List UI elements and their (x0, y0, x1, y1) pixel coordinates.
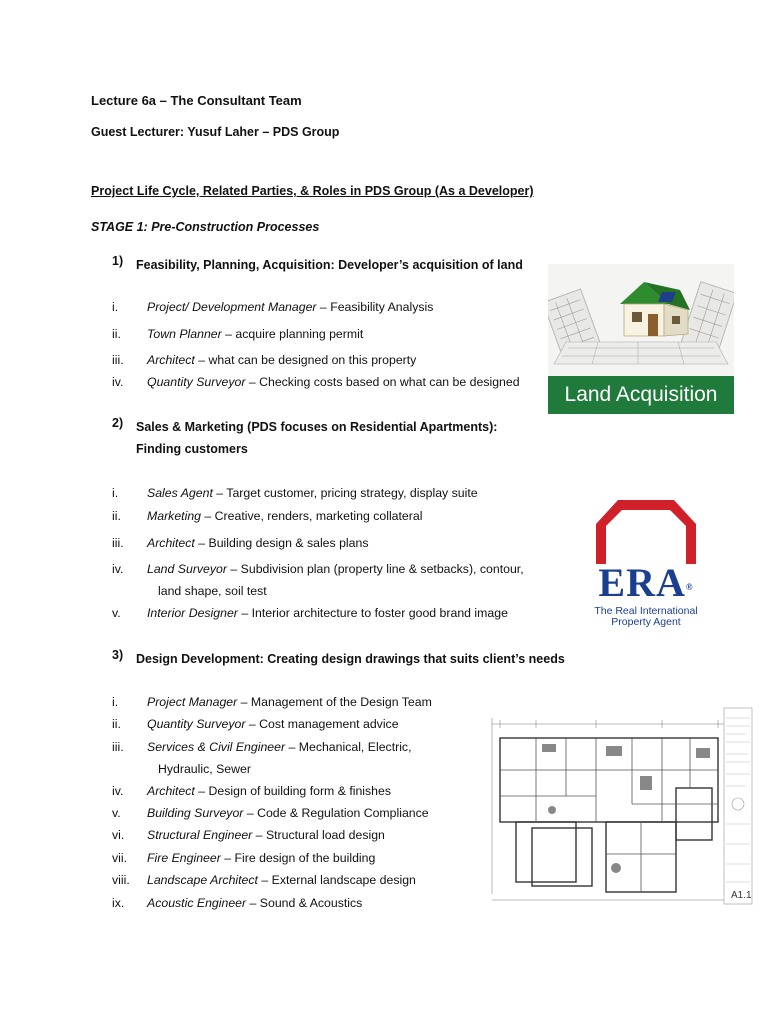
guest-lecturer: Guest Lecturer: Yusuf Laher – PDS Group (91, 125, 340, 139)
role-description: – Management of the Design Team (237, 695, 432, 709)
item-number: viii. (112, 873, 130, 887)
role-name: Building Surveyor (147, 806, 244, 820)
role-name: Project/ Development Manager (147, 300, 317, 314)
list-item (112, 350, 542, 370)
role-name: Town Planner (147, 327, 222, 341)
list-item (112, 483, 542, 503)
item-number: ii. (112, 327, 121, 341)
list-item (112, 692, 452, 712)
role-name: Architect (147, 353, 195, 367)
era-tagline-2: Property Agent (611, 616, 681, 628)
item-text (147, 324, 363, 344)
list-item (112, 870, 452, 890)
item-number: ii. (112, 717, 121, 731)
role-name: Architect (147, 536, 195, 550)
item-number: ii. (112, 509, 121, 523)
item-text (147, 893, 362, 913)
item-number: i. (112, 486, 119, 500)
role-description: – Interior architecture to foster good brand image (237, 606, 508, 620)
section-3-heading (112, 648, 572, 672)
list-item (112, 559, 542, 579)
item-text (147, 350, 416, 370)
list-item (112, 893, 452, 913)
item-number: iv. (112, 562, 124, 576)
role-name: Landscape Architect (147, 873, 258, 887)
item-text (147, 692, 432, 712)
era-letters (594, 562, 698, 604)
section-title: Design Development: Creating design drawings that suits client’s needs (136, 652, 565, 666)
role-name: Sales Agent (147, 486, 213, 500)
role-description: – External landscape design (257, 873, 416, 887)
role-description: – Structural load design (252, 828, 385, 842)
list-item (112, 372, 542, 392)
section-number: 2) (112, 416, 124, 430)
item-text (147, 848, 375, 868)
role-description: – Fire design of the building (220, 851, 376, 865)
item-number: iv. (112, 375, 124, 389)
section-number: 3) (112, 648, 124, 662)
role-name: Structural Engineer (147, 828, 253, 842)
role-name: Land Surveyor (147, 562, 227, 576)
era-tagline-1: The Real International (594, 605, 698, 617)
list-item (112, 297, 542, 317)
item-text (147, 533, 368, 553)
sheet-number: A1.1 (731, 890, 752, 901)
list-item (112, 714, 452, 734)
role-name: Acoustic Engineer (147, 896, 247, 910)
land-acquisition-image (548, 264, 734, 414)
floor-plan-drawing (456, 704, 756, 908)
role-description: – Sound & Acoustics (246, 896, 363, 910)
item-number: i. (112, 695, 119, 709)
item-text (147, 825, 385, 845)
item-number: i. (112, 300, 119, 314)
item-text (147, 559, 524, 579)
item-text (147, 737, 412, 757)
item-text (147, 297, 433, 317)
section-2-heading (112, 416, 552, 462)
list-item (112, 324, 542, 344)
item-number: iv. (112, 784, 124, 798)
item-text (147, 870, 416, 890)
list-item (112, 737, 452, 757)
item-continuation: Hydraulic, Sewer (158, 762, 251, 776)
item-text (147, 781, 391, 801)
role-name: Fire Engineer (147, 851, 221, 865)
role-name: Interior Designer (147, 606, 238, 620)
list-item (112, 781, 452, 801)
role-name: Quantity Surveyor (147, 717, 246, 731)
list-item (112, 825, 452, 845)
role-description: – Mechanical, Electric, (285, 740, 412, 754)
role-description: – acquire planning permit (221, 327, 364, 341)
section-number: 1) (112, 254, 124, 268)
role-name: Project Manager (147, 695, 238, 709)
role-description: – Building design & sales plans (194, 536, 369, 550)
item-text (147, 483, 478, 503)
registered-mark: ® (685, 582, 694, 592)
item-number: ix. (112, 896, 125, 910)
item-number: iii. (112, 740, 124, 754)
role-description: – Feasibility Analysis (316, 300, 434, 314)
role-description: – Checking costs based on what can be designed (245, 375, 520, 389)
section-heading: Project Life Cycle, Related Parties, & Roles in PDS Group (As a Developer) (91, 184, 534, 198)
item-text (147, 603, 508, 623)
list-item (112, 603, 542, 623)
role-description: – Code & Regulation Compliance (243, 806, 429, 820)
item-number: v. (112, 606, 121, 620)
item-number: vii. (112, 851, 128, 865)
item-text (147, 803, 429, 823)
role-name: Marketing (147, 509, 201, 523)
item-number: v. (112, 806, 121, 820)
item-number: iii. (112, 353, 124, 367)
list-item (112, 533, 542, 553)
item-text (147, 506, 422, 526)
list-item (112, 803, 452, 823)
era-logo (588, 498, 704, 630)
era-wordmark: ERA (598, 560, 686, 605)
role-description: – Subdivision plan (property line & setbacks), contour, (226, 562, 524, 576)
item-number: iii. (112, 536, 124, 550)
lecture-title: Lecture 6a – The Consultant Team (91, 93, 302, 108)
role-description: – Design of building form & finishes (194, 784, 392, 798)
section-title: Feasibility, Planning, Acquisition: Developer’s acquisition of land (136, 258, 523, 272)
role-description: – Target customer, pricing strategy, display suite (212, 486, 478, 500)
stage-heading: STAGE 1: Pre-Construction Processes (91, 220, 320, 234)
item-text (147, 714, 399, 734)
land-acquisition-caption: Land Acquisition (548, 376, 734, 414)
role-description: – what can be designed on this property (194, 353, 417, 367)
role-name: Services & Civil Engineer (147, 740, 286, 754)
list-item (112, 506, 542, 526)
role-name: Architect (147, 784, 195, 798)
role-name: Quantity Surveyor (147, 375, 246, 389)
item-text (147, 372, 520, 392)
role-description: – Cost management advice (245, 717, 399, 731)
floor-plan-icon (456, 704, 756, 908)
role-description: – Creative, renders, marketing collateral (201, 509, 423, 523)
section-title: Sales & Marketing (PDS focuses on Residential Apartments): Finding customers (136, 420, 498, 456)
section-1-heading (112, 254, 552, 278)
list-item (112, 848, 452, 868)
item-number: vi. (112, 828, 125, 842)
item-continuation: land shape, soil test (158, 584, 267, 598)
